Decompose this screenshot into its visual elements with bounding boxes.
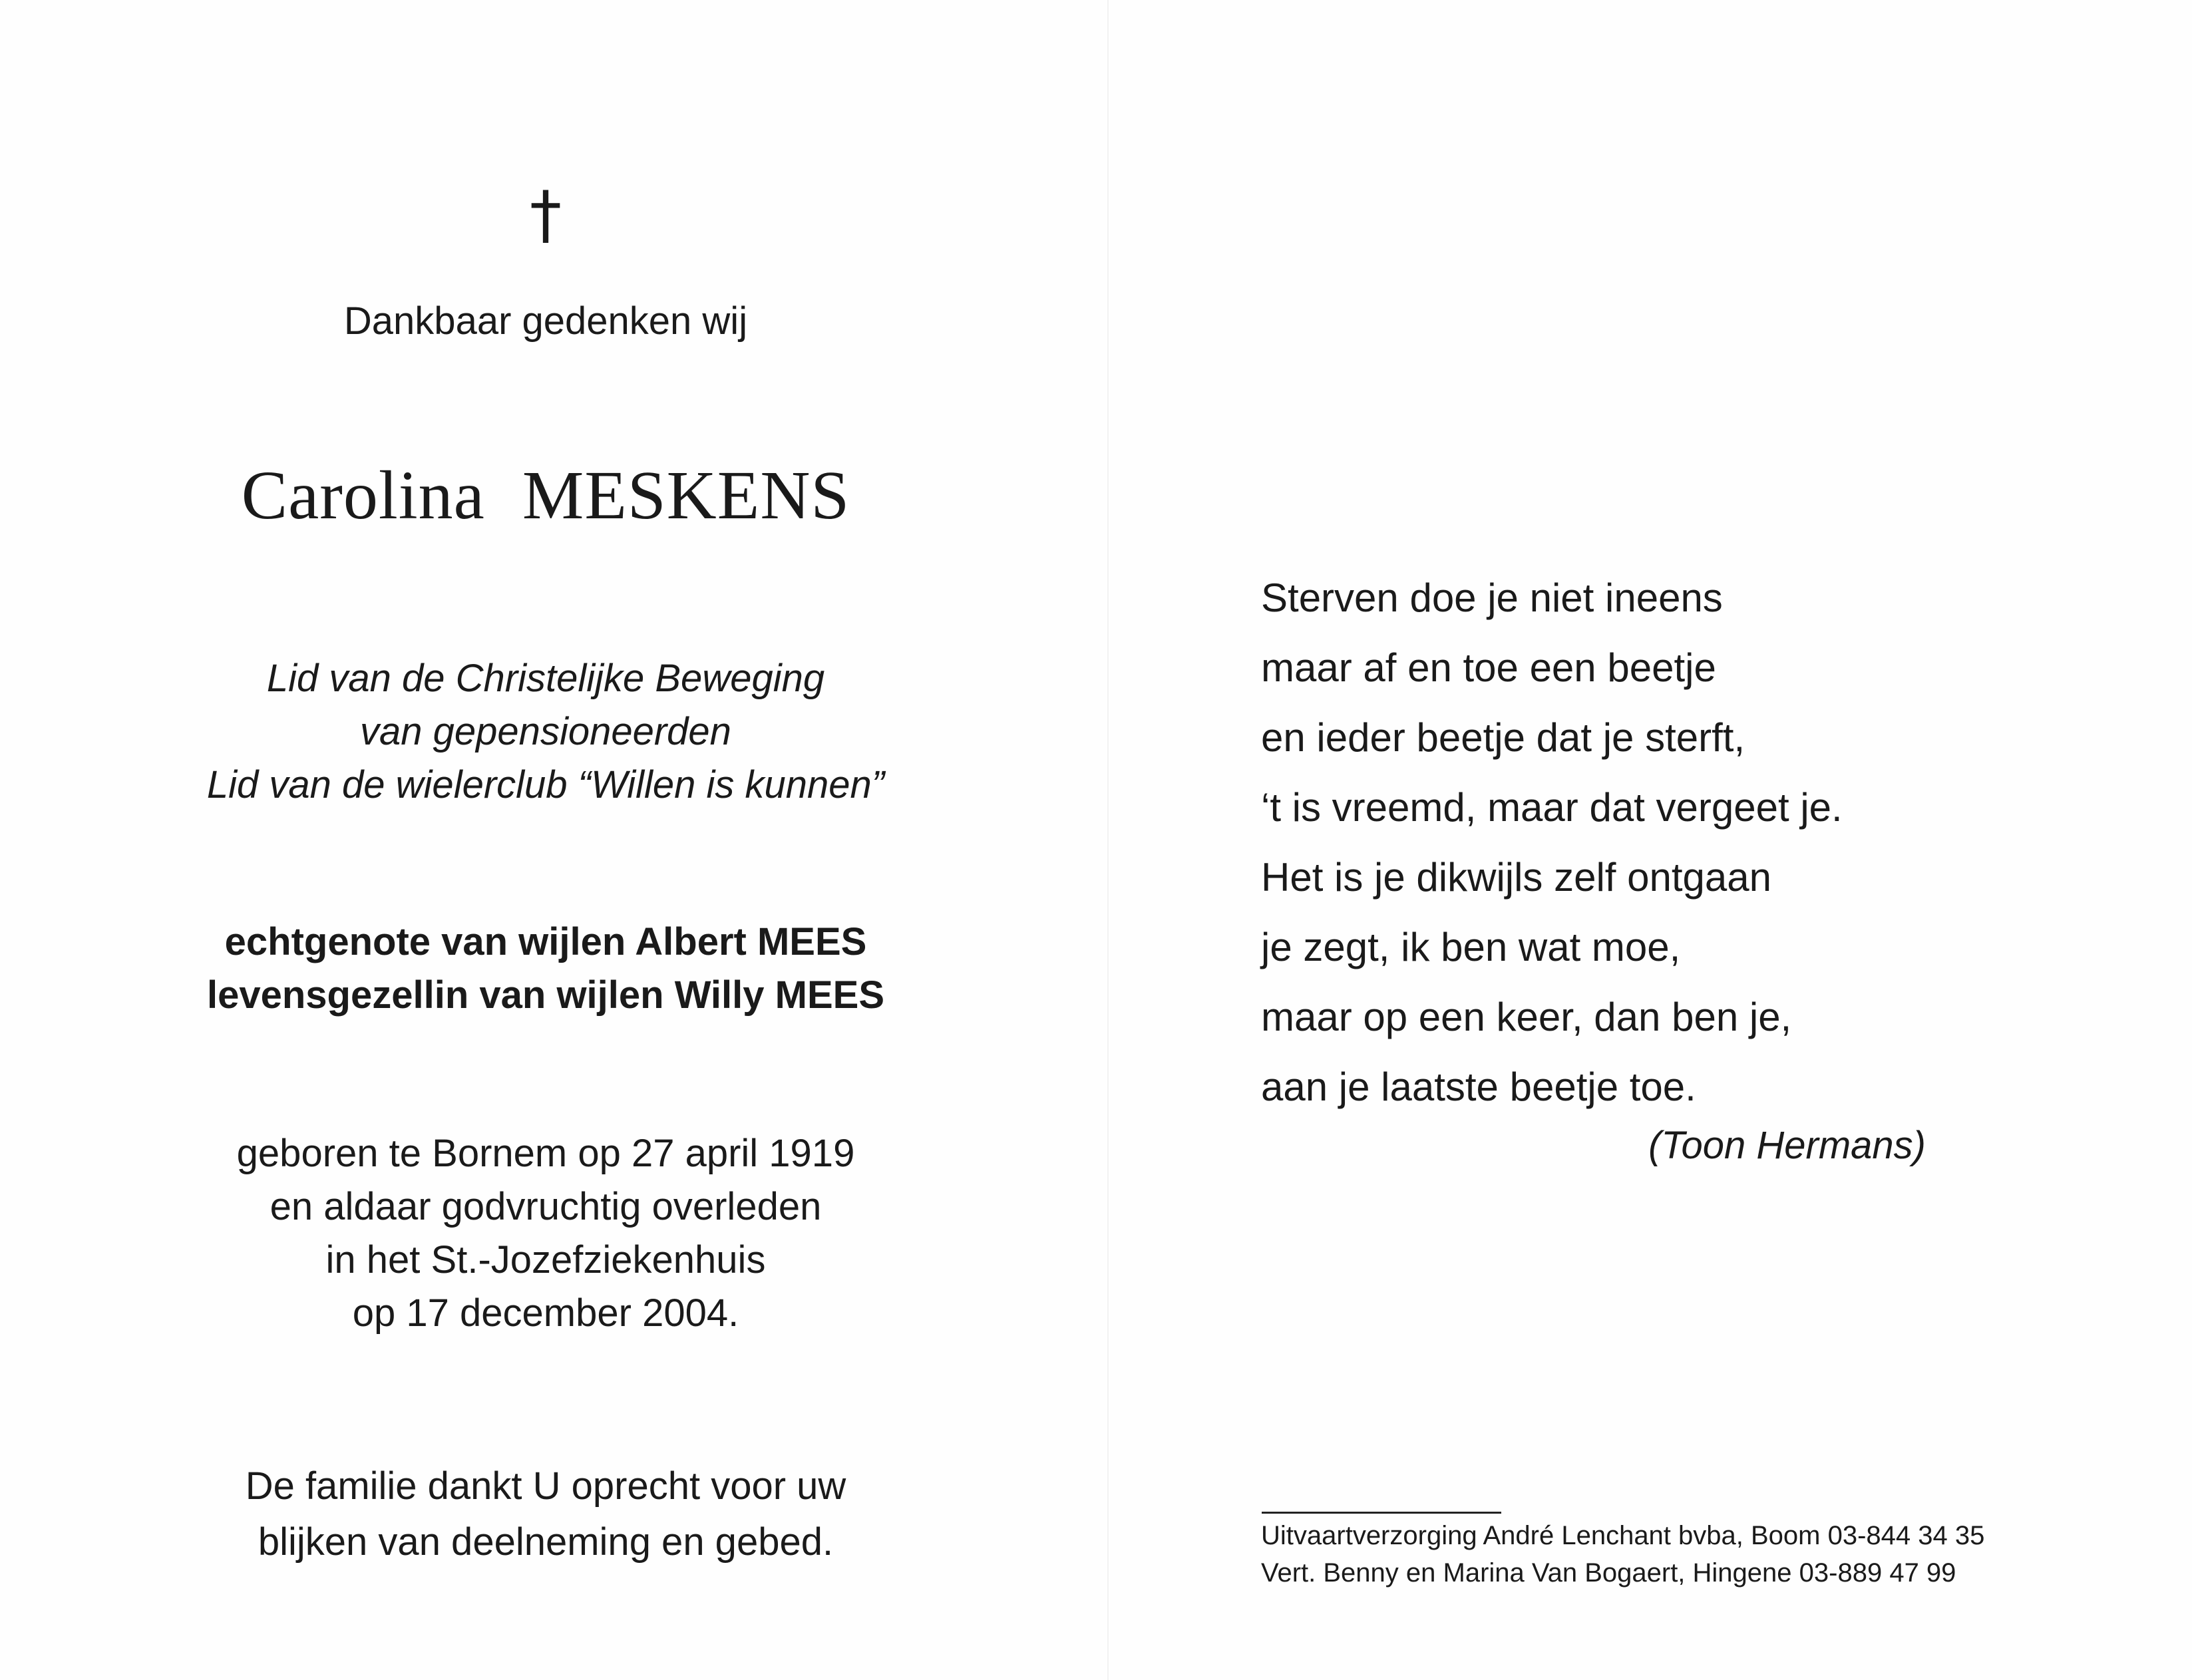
- membership-line: van gepensioneerden: [360, 710, 731, 753]
- birth-death-block: [0, 1127, 1091, 1340]
- spouses-block: [0, 916, 1091, 1022]
- last-name: MESKENS: [522, 457, 850, 534]
- memberships-block: [0, 652, 1091, 812]
- birth-death-line: geboren te Bornem op 27 april 1919: [236, 1132, 855, 1175]
- birth-death-line: in het St.-Jozefziekenhuis: [325, 1238, 766, 1281]
- footer-credits: [1261, 1517, 1984, 1592]
- left-panel: [0, 0, 1091, 1680]
- poem-line: Het is je dikwijls zelf ontgaan: [1261, 855, 1772, 900]
- poem-line: Sterven doe je niet ineens: [1261, 576, 1723, 620]
- footer-line: Vert. Benny en Marina Van Bogaert, Hingene 03-889 47 99: [1261, 1558, 1956, 1588]
- membership-line: Lid van de wielerclub “Willen is kunnen”: [206, 763, 885, 806]
- intro-text: Dankbaar gedenken wij: [343, 299, 748, 343]
- poem-line: en ieder beetje dat je sterft,: [1261, 715, 1745, 760]
- footer-line: Uitvaartverzorging André Lenchant bvba, Boom 03-844 34 35: [1261, 1521, 1985, 1550]
- thanks-line: blijken van deelneming en gebed.: [258, 1520, 834, 1564]
- poem: [1261, 563, 1843, 1122]
- birth-death-line: op 17 december 2004.: [352, 1291, 739, 1335]
- poem-line: aan je laatste beetje toe.: [1261, 1065, 1696, 1109]
- cross-icon: †: [530, 178, 562, 252]
- first-name: Carolina: [241, 457, 485, 534]
- membership-line: Lid van de Christelijke Beweging: [266, 657, 825, 700]
- spouse-line: echtgenote van wijlen Albert MEES: [224, 920, 867, 963]
- birth-death-line: en aldaar godvruchtig overleden: [270, 1185, 822, 1228]
- footer-divider: [1262, 1512, 1501, 1514]
- poem-line: je zegt, ik ben wat moe,: [1261, 925, 1681, 969]
- poem-line: maar op een keer, dan ben je,: [1261, 995, 1792, 1039]
- deceased-name: [0, 452, 1091, 539]
- thanks-line: De familie dankt U oprecht voor uw: [245, 1464, 846, 1508]
- poem-line: maar af en toe een beetje: [1261, 645, 1716, 690]
- poem-author: (Toon Hermans): [1648, 1124, 1926, 1167]
- thanks-block: [0, 1458, 1091, 1570]
- right-panel: [1109, 0, 2192, 1680]
- spouse-line: levensgezellin van wijlen Willy MEES: [206, 973, 885, 1017]
- poem-line: ‘t is vreemd, maar dat vergeet je.: [1261, 785, 1843, 830]
